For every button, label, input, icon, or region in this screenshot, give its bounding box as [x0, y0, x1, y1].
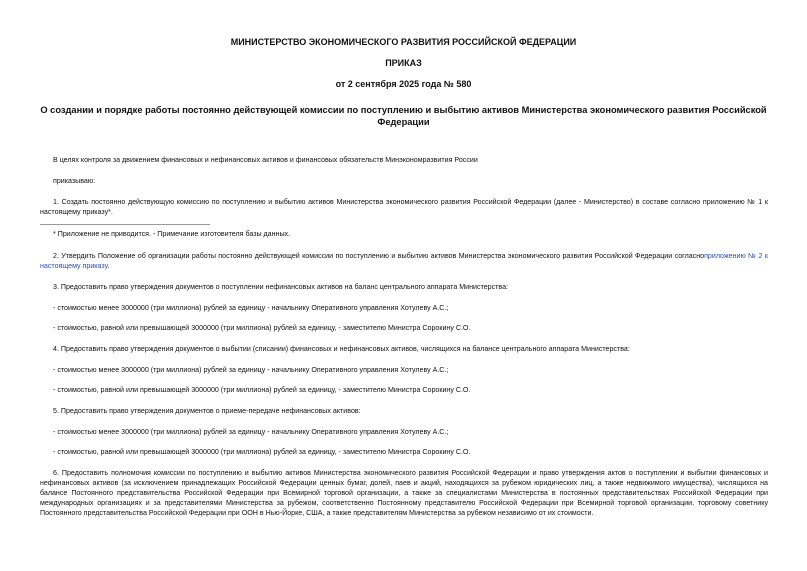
item-5: 5. Предоставить право утверждения документов о приеме-передаче нефинансовых активов:	[53, 407, 361, 415]
ministry-heading: МИНИСТЕРСТВО ЭКОНОМИЧЕСКОГО РАЗВИТИЯ РОССИЙСКОЙ ФЕДЕРАЦИИ	[230, 37, 577, 47]
item-2	[40, 251, 768, 271]
appendix-2-link[interactable]: приложению № 2 к настоящему приказу	[40, 252, 768, 270]
item-6: 6. Предоставить полномочия комиссии по поступлению и выбытию активов Министерства экономического развития Российской Федерации и право утверждения актов о поступлении и выбытии финансовых и нефинансовых активов (за исключением принадлежащих Российской Федерации ценных бумаг, долей, паев и акций, находящихся за рубежом юридических лиц, а также недвижимого имущества), числящихся на балансе Постоянного представительства Российской Федерации при Всемирной торговой организации, а также за специалистами Министерства в постоянных представительствах Российской Федерации при международных организациях и за представителями Министерства за рубежом, соответственно Постоянному представителю Российской Федерации при Всемирной торговой организации, торговому советнику Постоянного представительства Российской Федерации при ООН в Нью-Йорке, США, а также представителям Министерства за рубежом независимо от их стоимости.	[40, 469, 768, 517]
document-type: ПРИКАЗ	[385, 58, 422, 68]
item-3: 3. Предоставить право утверждения документов о поступлении нефинансовых активов на баланс центрального аппарата Министерства:	[53, 283, 509, 291]
order-word: приказываю:	[53, 177, 96, 185]
footnote: * Приложение не приводится. - Примечание изготовителя базы данных.	[53, 230, 291, 238]
item-4-option-b: - стоимостью, равной или превышающей 3000000 (три миллиона) рублей за единицу, - заместителю Министра Сорокину С.О.	[53, 386, 471, 394]
item-2-end: .	[107, 262, 110, 270]
item-5-option-b: - стоимостью, равной или превышающей 3000000 (три миллиона) рублей за единицу, - заместителю Министра Сорокину С.О.	[53, 448, 471, 456]
document-title: О создании и порядке работы постоянно действующей комиссии по поступлению и выбытию активов Министерства экономического развития Российской Федерации	[40, 105, 767, 127]
date-and-number: от 2 сентября 2025 года № 580	[335, 79, 472, 89]
item-1: 1. Создать постоянно действующую комиссию по поступлению и выбытию активов Министерства экономического развития Российской Федерации (далее - Министерство) в составе согласно приложению № 1 к настоящему приказу*.	[40, 198, 768, 216]
item-5-option-a: - стоимостью менее 3000000 (три миллиона) рублей за единицу - начальнику Оперативного управления Хотулеву А.С.;	[53, 428, 449, 436]
item-4: 4. Предоставить право утверждения документов о выбытии (списании) финансовых и нефинансовых активов, числящихся на балансе центрального аппарата Министерства:	[53, 345, 630, 353]
item-3-option-b: - стоимостью, равной или превышающей 3000000 (три миллиона) рублей за единицу, - заместителю Министра Сорокину С.О.	[53, 324, 471, 332]
item-2-text: 2. Утвердить Положение об организации работы постоянно действующей комиссии по поступлению и выбытию активов Министерства экономического развития Российской Федерации согласно	[53, 252, 705, 260]
intro-paragraph: В целях контроля за движением финансовых и нефинансовых активов и финансовых обязательств Минэкономразвития России	[53, 156, 478, 164]
item-3-option-a: - стоимостью менее 3000000 (три миллиона) рублей за единицу - начальнику Оперативного управления Хотулеву А.С.;	[53, 304, 449, 312]
footnote-divider	[40, 224, 210, 225]
item-4-option-a: - стоимостью менее 3000000 (три миллиона) рублей за единицу - начальнику Оперативного управления Хотулеву А.С.;	[53, 366, 449, 374]
